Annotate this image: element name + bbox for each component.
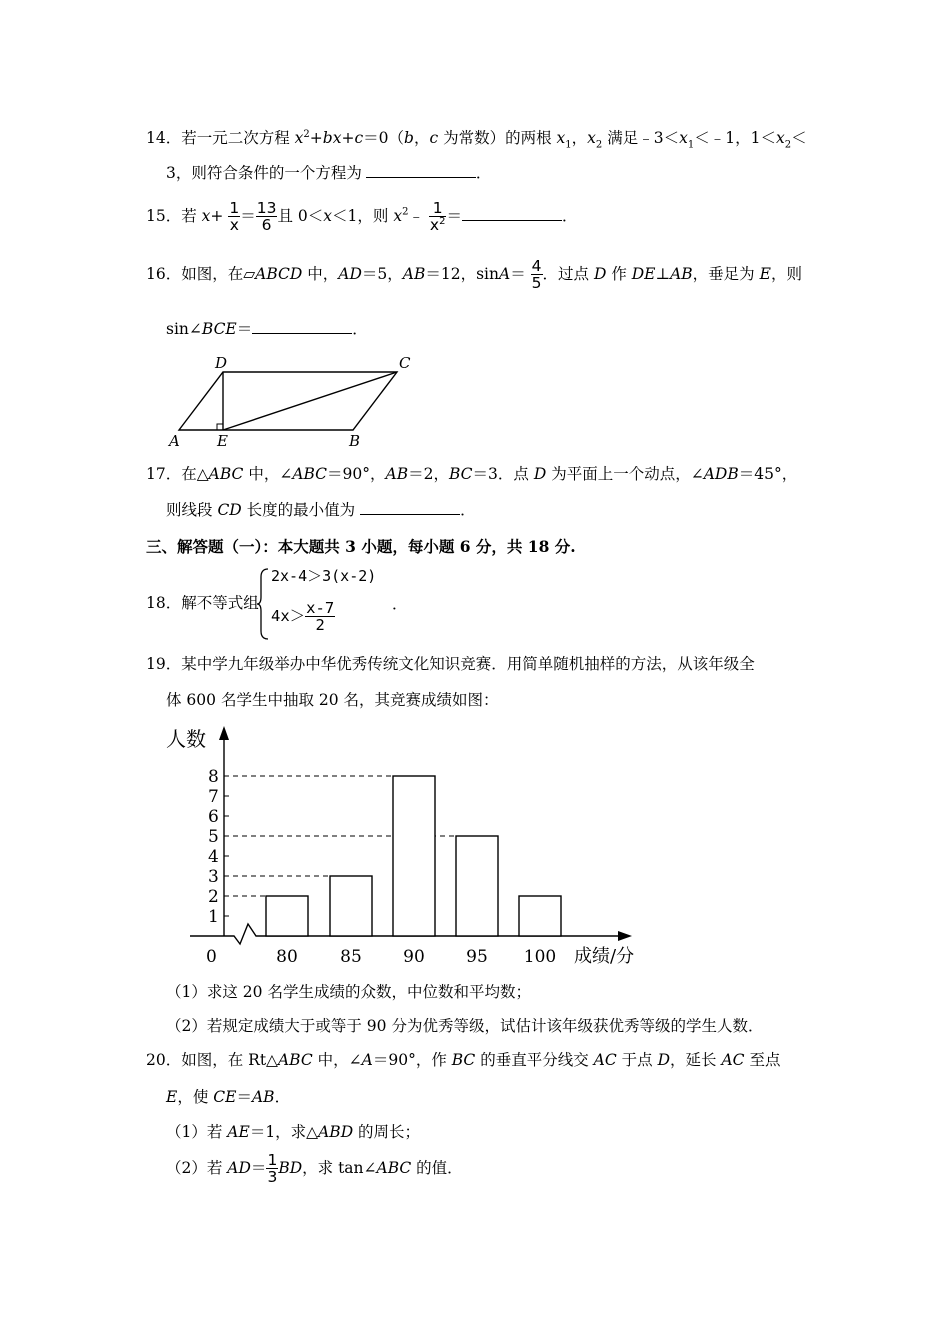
var: x <box>775 129 785 148</box>
text: 解不等式组 <box>181 594 259 612</box>
den-var: x <box>429 216 440 235</box>
inequality-1: 2x-4＞3(x-2) <box>271 567 377 585</box>
text: 于点 <box>616 1051 658 1069</box>
y-tick-label: 2 <box>208 887 219 907</box>
text: ＝ <box>236 320 253 338</box>
x-tick-label: 100 <box>523 947 557 967</box>
sub: 1 <box>565 139 572 151</box>
fraction <box>305 600 335 634</box>
label-c: C <box>399 354 411 372</box>
question-16-line2 <box>166 322 368 338</box>
var: CE <box>213 1088 237 1106</box>
bar <box>393 776 435 936</box>
answer-blank[interactable] <box>462 219 562 221</box>
text: 至点 <box>744 1051 781 1069</box>
var: AB <box>251 1088 275 1106</box>
bars <box>266 776 561 936</box>
var: ABC <box>292 465 328 483</box>
text: 作 <box>606 264 632 283</box>
brace-icon <box>256 567 270 641</box>
denominator: 5 <box>531 274 542 293</box>
var: BC <box>451 1051 476 1069</box>
text: 则线段 <box>166 501 218 519</box>
numerator: 1 <box>267 1151 278 1169</box>
var: ADB <box>703 465 739 483</box>
question-number: 16． <box>146 264 182 283</box>
x-tick-label: 80 <box>276 947 298 967</box>
question-19 <box>146 657 755 673</box>
text: ． <box>475 164 492 182</box>
var: x <box>294 129 304 148</box>
text: 在△ <box>181 465 209 483</box>
text: ＝45°， <box>738 465 798 483</box>
fraction <box>266 1152 278 1186</box>
var: AD <box>338 264 362 283</box>
var: b <box>404 129 414 148</box>
text: ，垂足为 <box>692 264 760 283</box>
text: ＜1，则 <box>332 206 394 225</box>
fraction <box>256 200 278 234</box>
var: AB <box>402 264 426 283</box>
parallelogram-abcd <box>179 372 397 430</box>
question-16 <box>146 258 802 292</box>
var: AC <box>721 1051 745 1069</box>
x-tick-label: 95 <box>466 947 488 967</box>
text: + <box>210 206 224 225</box>
var: AC <box>593 1051 617 1069</box>
text: 某中学九年级举办中华优秀传统文化知识竞赛．用简单随机抽样的方法，从该年级全 <box>181 655 755 673</box>
text: ＝1，求△ <box>249 1123 319 1141</box>
question-14-line2 <box>166 166 491 182</box>
text: ＝0（ <box>363 129 405 148</box>
var: D <box>657 1051 671 1069</box>
text: 如图，在 Rt△ <box>181 1051 278 1069</box>
text: + <box>341 129 355 148</box>
text: ＝ <box>236 1088 252 1106</box>
text: 中，∠ <box>312 1051 362 1069</box>
text: 中， <box>302 264 339 283</box>
text: 若 <box>181 206 202 225</box>
var: c <box>429 129 439 148</box>
question-14 <box>146 130 807 150</box>
var: x <box>556 129 566 148</box>
label-e: E <box>217 432 228 450</box>
sup: 2 <box>439 216 446 228</box>
text: ． <box>460 501 476 519</box>
text: 的垂直平分线交 <box>475 1051 594 1069</box>
text: ＜﹣1，1＜ <box>694 129 776 148</box>
text: ．过点 <box>542 264 594 283</box>
y-tick-label: 1 <box>208 907 219 927</box>
var: AB <box>670 264 693 283</box>
label-b: B <box>349 432 361 450</box>
var: ABCD <box>255 264 303 283</box>
var: A <box>361 1051 373 1069</box>
numerator: 1 <box>429 200 447 217</box>
text: ，延长 <box>670 1051 722 1069</box>
text: + <box>309 129 323 148</box>
question-19-line2: 体 600 名学生中抽取 20 名，其竞赛成绩如图： <box>166 691 499 709</box>
section-heading: 三、解答题（一）：本大题共 3 小题，每小题 6 分，共 18 分. <box>146 537 576 556</box>
text: ＝ <box>510 264 526 283</box>
fraction <box>531 258 543 292</box>
text: ＝ <box>240 206 256 225</box>
question-20-line2 <box>166 1090 290 1106</box>
text: 为常数）的两根 <box>438 129 557 148</box>
y-tick-label: 3 <box>208 867 219 887</box>
sup: 2 <box>303 129 310 140</box>
text: ． <box>352 320 368 338</box>
origin-label: 0 <box>206 947 217 967</box>
bar <box>266 896 308 936</box>
y-axis-label: 人数 <box>166 727 206 751</box>
segment-ec <box>223 372 397 430</box>
question-number: 14． <box>146 129 182 148</box>
var: c <box>354 129 364 148</box>
question-number: 20． <box>146 1051 182 1069</box>
y-tick-label: 8 <box>208 767 219 787</box>
var: ABD <box>318 1123 354 1141</box>
var: x <box>201 206 211 225</box>
text: 若一元二次方程 <box>181 129 295 148</box>
var: ABC <box>376 1158 412 1177</box>
var: AB <box>385 465 409 483</box>
question-20 <box>146 1053 780 1069</box>
var: A <box>498 264 511 283</box>
x-tick-label: 85 <box>340 947 362 967</box>
sub: 2 <box>595 139 603 151</box>
text: ＝90°， <box>327 465 386 483</box>
text: ，则 <box>770 264 802 283</box>
var: x <box>393 206 403 225</box>
text: （1）若 <box>166 1123 228 1141</box>
text: ＝5， <box>361 264 403 283</box>
question-15 <box>146 200 578 234</box>
denominator: 6 <box>261 216 272 235</box>
denominator: 3 <box>267 1168 278 1187</box>
y-tick-label: 5 <box>208 827 219 847</box>
text: 的值． <box>411 1158 463 1177</box>
text: 长度的最小值为 <box>241 501 361 519</box>
y-tick-label: 6 <box>208 807 219 827</box>
denominator <box>429 217 447 233</box>
right-angle-mark <box>217 424 223 430</box>
text: sin∠ <box>166 320 202 338</box>
var: x <box>679 129 688 148</box>
var: x <box>323 206 333 225</box>
text: 中，∠ <box>243 465 293 483</box>
label-d: D <box>215 354 228 372</box>
fraction <box>228 200 240 234</box>
var: D <box>533 465 547 483</box>
sub: 1 <box>687 139 695 151</box>
question-17 <box>146 467 797 483</box>
y-ticks <box>208 767 229 927</box>
text: ， <box>571 129 588 148</box>
text: ＝2， <box>408 465 449 483</box>
text: ⊥ <box>655 264 671 283</box>
question-20-sub1 <box>166 1125 420 1141</box>
question-17-line2 <box>166 503 476 519</box>
var: BC <box>449 465 473 483</box>
fraction <box>429 200 447 234</box>
sup: 2 <box>402 206 409 218</box>
question-18 <box>146 596 259 612</box>
denominator: 2 <box>315 616 325 635</box>
text: ． <box>274 1088 291 1106</box>
x-axis-label: 成绩/分 <box>574 946 635 967</box>
text: ＜ <box>791 129 807 148</box>
numerator: 13 <box>256 199 277 218</box>
numerator: 4 <box>531 257 542 275</box>
text: 为平面上一个动点，∠ <box>546 465 704 483</box>
x-tick-label: 90 <box>403 947 425 967</box>
var: BCE <box>201 320 237 338</box>
bar <box>519 896 561 936</box>
text: ＝90°，作 <box>372 1051 452 1069</box>
label-a: A <box>169 432 180 450</box>
text: 4x＞ <box>271 607 306 626</box>
var: ABC <box>277 1051 313 1069</box>
denominator: x <box>229 216 239 235</box>
question-number: 19． <box>146 655 182 673</box>
bar <box>330 876 372 936</box>
text: 如图，在▱ <box>181 264 256 283</box>
text: 3，则符合条件的一个方程为 <box>166 164 362 182</box>
text: （2）若 <box>166 1158 228 1177</box>
question-19-sub1: （1）求这 20 名学生成绩的众数，中位数和平均数； <box>166 983 531 1001</box>
var: BD <box>278 1158 303 1177</box>
histogram-chart <box>160 718 650 976</box>
y-axis-arrow-icon <box>219 726 229 740</box>
numerator: x-7 <box>306 599 335 617</box>
inequality-2 <box>271 600 335 634</box>
var: E <box>166 1088 178 1106</box>
bar <box>456 836 498 936</box>
var: D <box>593 264 607 283</box>
question-number: 18． <box>146 594 182 612</box>
question-19-sub2: （2）若规定成绩大于或等于 90 分为优秀等级，试估计该年级获优秀等级的学生人数． <box>166 1017 764 1035</box>
text: ﹣ <box>408 206 424 225</box>
var: AD <box>227 1158 251 1177</box>
text: ． <box>561 206 578 225</box>
text: 的周长； <box>353 1123 421 1141</box>
y-tick-label: 7 <box>208 787 219 807</box>
text: ， <box>413 129 430 148</box>
period: ． <box>392 595 408 613</box>
x-axis-arrow-icon <box>618 931 632 941</box>
var: DE <box>631 264 656 283</box>
x-ticks <box>276 947 556 967</box>
var: CD <box>217 501 242 519</box>
var: bx <box>322 129 342 148</box>
text: ，求 tan∠ <box>302 1158 377 1177</box>
text: ＝3．点 <box>472 465 534 483</box>
question-number: 17． <box>146 465 182 483</box>
text: ＝12，sin <box>425 264 499 283</box>
var: AE <box>227 1123 250 1141</box>
text: 满足﹣3＜ <box>602 129 680 148</box>
answer-blank[interactable] <box>360 513 460 515</box>
y-tick-label: 4 <box>208 847 219 867</box>
question-number: 15． <box>146 206 182 225</box>
sub: 2 <box>784 139 792 151</box>
parallelogram-figure <box>165 352 425 452</box>
var: E <box>759 264 771 283</box>
text: ＝ <box>250 1158 267 1177</box>
text: 且 0＜ <box>277 206 324 225</box>
answer-blank[interactable] <box>366 176 476 178</box>
question-20-sub2 <box>166 1152 463 1186</box>
answer-blank[interactable] <box>252 332 352 334</box>
numerator: 1 <box>229 199 240 218</box>
var: ABC <box>208 465 244 483</box>
text: ＝ <box>446 206 462 225</box>
text: ，使 <box>177 1088 214 1106</box>
var: x <box>587 129 596 148</box>
